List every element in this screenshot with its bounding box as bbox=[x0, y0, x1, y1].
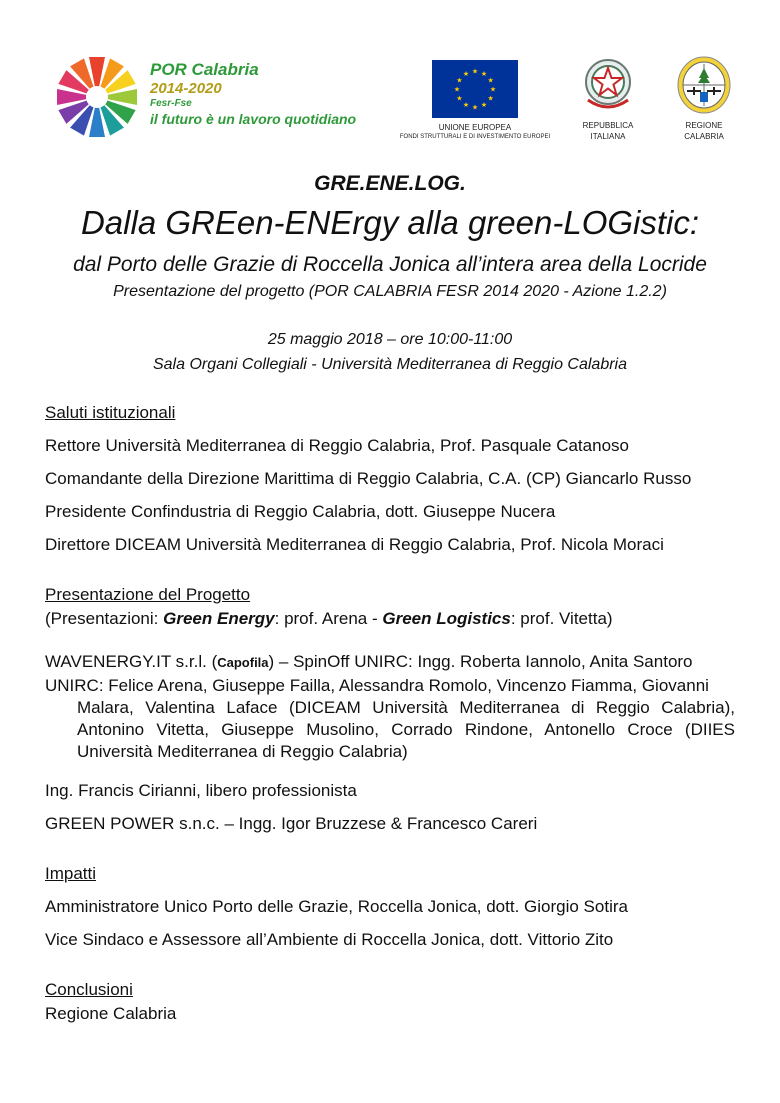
svg-text:★: ★ bbox=[456, 94, 463, 103]
svg-text:★: ★ bbox=[453, 85, 461, 94]
svg-text:★: ★ bbox=[489, 85, 497, 94]
por-name: POR Calabria bbox=[150, 60, 259, 79]
page-title: Dalla GREen-ENErgy alla green-LOGistic: bbox=[80, 204, 700, 241]
progetto-heading: Presentazione del Progetto bbox=[45, 585, 251, 604]
saluti-heading: Saluti istituzionali bbox=[45, 403, 176, 422]
event-venue: Sala Organi Collegiali - Università Mediterranea di Reggio Calabria bbox=[152, 356, 627, 373]
region-name-line1: REGIONE bbox=[685, 121, 723, 130]
event-date: 25 maggio 2018 – ore 10:00-11:00 bbox=[267, 331, 513, 348]
svg-text:★: ★ bbox=[480, 69, 488, 78]
saluti-item: Presidente Confindustria di Reggio Calabria, dott. Giuseppe Nucera bbox=[45, 502, 556, 521]
eu-logo bbox=[390, 60, 560, 152]
svg-text:★: ★ bbox=[471, 103, 479, 112]
conclusioni-heading: Conclusioni bbox=[45, 980, 133, 999]
svg-text:★: ★ bbox=[480, 101, 488, 110]
saluti-item: Direttore DICEAM Università Mediterranea di Reggio Calabria, Prof. Nicola Moraci bbox=[45, 535, 664, 554]
intro-mid: : prof. Arena - bbox=[274, 609, 383, 628]
greenpower-line: GREEN POWER s.n.c. – Ingg. Igor Bruzzese & Francesco Careri bbox=[45, 814, 538, 833]
repubblica-italiana-logo bbox=[576, 56, 640, 142]
impatti-heading: Impatti bbox=[45, 864, 97, 883]
svg-text:★: ★ bbox=[487, 94, 494, 103]
italy-name bbox=[576, 120, 640, 142]
project-acronym: GRE.ENE.LOG. bbox=[314, 172, 466, 195]
por-calabria-logo bbox=[52, 52, 382, 142]
intro-open: (Presentazioni: bbox=[45, 609, 164, 628]
svg-text:★: ★ bbox=[471, 67, 479, 76]
por-flower-icon bbox=[52, 52, 142, 142]
por-text-block bbox=[150, 60, 356, 128]
saluti-item: Rettore Università Mediterranea di Reggio Calabria, Prof. Pasquale Catanoso bbox=[45, 436, 629, 455]
cirianni-line: Ing. Francis Cirianni, libero professionista bbox=[45, 781, 357, 800]
wavenergy-post: ) – SpinOff UNIRC: Ingg. Roberta Iannolo, Anita Santoro bbox=[268, 652, 693, 671]
conclusioni-text: Regione Calabria bbox=[45, 1004, 177, 1023]
italy-name-line2: ITALIANA bbox=[590, 132, 626, 141]
eu-subtitle: FONDI STRUTTURALI E DI INVESTIMENTO EUROPEI bbox=[399, 134, 551, 140]
page-subtitle: dal Porto delle Grazie di Roccella Jonica all’intera area della Locride bbox=[73, 253, 707, 276]
regione-calabria-logo bbox=[672, 56, 736, 142]
por-years: 2014-2020 bbox=[150, 80, 222, 97]
impatti-item: Amministratore Unico Porto delle Grazie, Roccella Jonica, dott. Giorgio Sotira bbox=[45, 897, 628, 916]
intro-logistics: Green Logistics bbox=[382, 609, 511, 628]
eu-flag-icon bbox=[432, 60, 518, 118]
svg-text:★: ★ bbox=[462, 101, 470, 110]
wavenergy-pre: WAVENERGY.IT s.r.l. ( bbox=[45, 652, 218, 671]
intro-close: : prof. Vitetta) bbox=[510, 609, 613, 628]
unirc-rest: Malara, Valentina Laface (DICEAM Università Mediterranea di Reggio Calabria), Antonino Vitetta, Giuseppe Musolino, Corrado Rindone, Antonello Croce (DIIES Università Mediterranea di Reggio Calabria) bbox=[77, 698, 735, 761]
saluti-item: Comandante della Direzione Marittima di Reggio Calabria, C.A. (CP) Giancarlo Russo bbox=[45, 469, 692, 488]
region-name-line2: CALABRIA bbox=[684, 132, 724, 141]
wavenergy-line bbox=[45, 652, 693, 672]
presentation-line: Presentazione del progetto (POR CALABRIA FESR 2014 2020 - Azione 1.2.2) bbox=[113, 283, 667, 300]
italy-name-line1: REPUBBLICA bbox=[582, 121, 634, 130]
unirc-first-line: UNIRC: Felice Arena, Giuseppe Failla, Alessandra Romolo, Vincenzo Fiamma, Giovanni bbox=[45, 676, 709, 695]
intro-energy: Green Energy bbox=[163, 609, 275, 628]
eu-name: UNIONE EUROPEA bbox=[438, 123, 512, 132]
svg-text:★: ★ bbox=[456, 76, 463, 85]
calabria-emblem-icon bbox=[676, 56, 732, 116]
region-name bbox=[672, 120, 736, 142]
por-motto: il futuro è un lavoro quotidiano bbox=[150, 111, 357, 127]
italian-emblem-icon bbox=[582, 56, 634, 114]
svg-text:★: ★ bbox=[462, 69, 470, 78]
por-fund: Fesr-Fse bbox=[150, 98, 192, 109]
impatti-item: Vice Sindaco e Assessore all’Ambiente di Roccella Jonica, dott. Vittorio Zito bbox=[45, 930, 614, 949]
wavenergy-capofila: Capofila bbox=[217, 655, 269, 670]
unirc-paragraph bbox=[45, 675, 735, 763]
svg-text:★: ★ bbox=[487, 76, 494, 85]
progetto-intro bbox=[45, 609, 613, 629]
